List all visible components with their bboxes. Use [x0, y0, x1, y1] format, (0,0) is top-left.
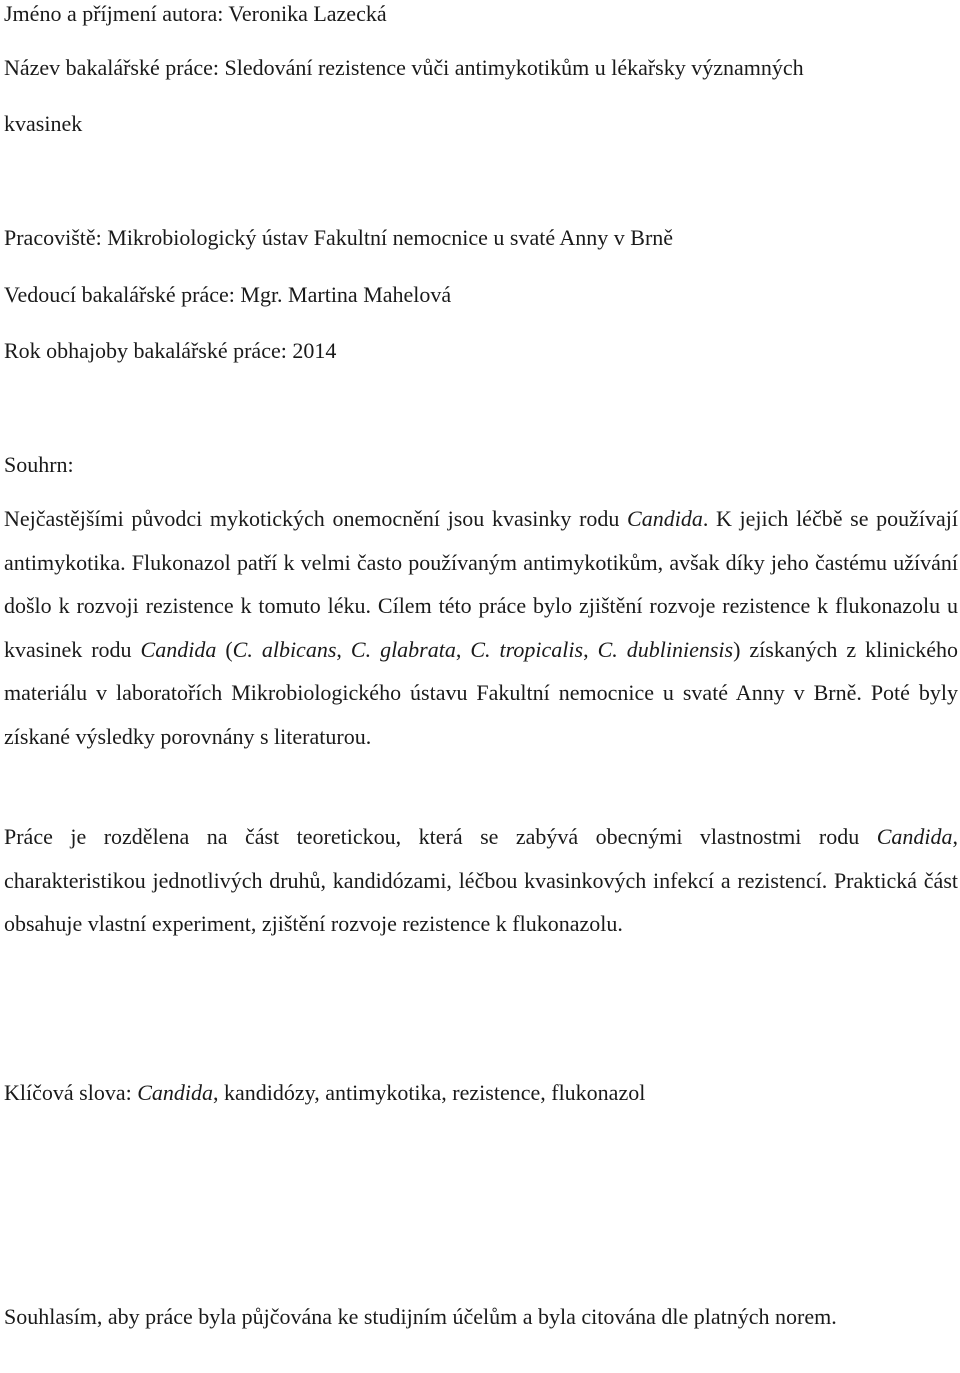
consent-paragraph: Souhlasím, aby práce byla půjčována ke studijním účelům a byla citována dle platných norem. [4, 1304, 837, 1329]
summary-heading: Souhrn: [4, 452, 74, 477]
keywords-line: Klíčová slova: Candida, kandidózy, antimykotika, rezistence, flukonazol [4, 1080, 646, 1105]
author-line: Jméno a příjmení autora: Veronika Lazecká [4, 1, 387, 26]
workplace-line: Pracoviště: Mikrobiologický ústav Fakultní nemocnice u svaté Anny v Brně [4, 225, 674, 250]
summary-paragraph-2: Práce je rozdělena na část teoretickou, která se zabývá obecnými vlastnostmi rodu Candida, charakteristikou jednotlivých druhů, kandidózami, léčbou kvasinkových infekcí a rezistencí. Praktická část obsahuje vlastní experiment, zjištění rozvoje rezistence k flukonazolu. [4, 824, 958, 936]
supervisor-line: Vedoucí bakalářské práce: Mgr. Martina Mahelová [4, 282, 452, 307]
thesis-title-line-2: kvasinek [4, 111, 83, 136]
summary-paragraph-1: Nejčastějšími původci mykotických onemocnění jsou kvasinky rodu Candida. K jejich léčbě se používají antimykotika. Flukonazol patří k velmi často používaným antimykotikům, avšak díky jeho častému užívání došlo k rozvoji rezistence k tomuto léku. Cílem této práce bylo zjištění rozvoje rezistence k flukonazolu u kvasinek rodu Candida (C. albicans, C. glabrata, C. tropicalis, C. dubliniensis) získaných z klinického materiálu v laboratořích Mikrobiologického ústavu Fakultní nemocnice u svaté Anny v Brně. Poté byly získané výsledky porovnány s literaturou. [4, 506, 958, 749]
thesis-title-line-1: Název bakalářské práce: Sledování rezistence vůči antimykotikům u lékařsky významných [4, 55, 804, 80]
defense-year-line: Rok obhajoby bakalářské práce: 2014 [4, 338, 337, 363]
